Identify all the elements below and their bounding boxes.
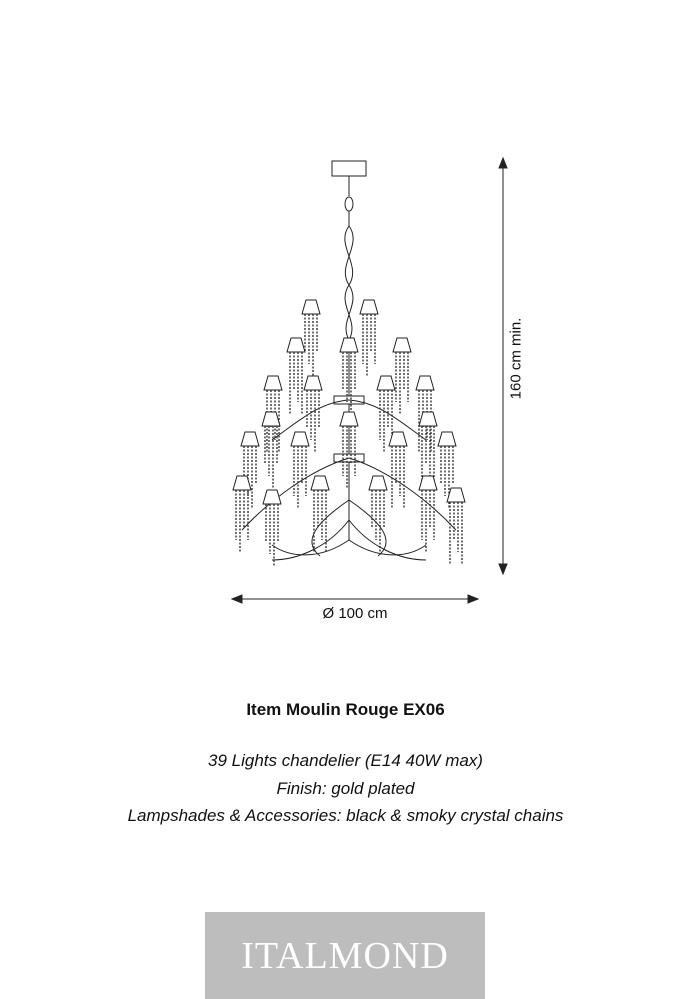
lampshade-icon bbox=[340, 338, 358, 352]
spec-line-finish: Finish: gold plated bbox=[276, 779, 415, 798]
lampshade-icon bbox=[360, 300, 378, 314]
lampshade-icon bbox=[419, 476, 437, 490]
height-label: 160 cm min. bbox=[507, 317, 525, 400]
lampshade-icon bbox=[340, 412, 358, 426]
brand-logo bbox=[205, 912, 485, 999]
lampshade-icon bbox=[377, 376, 395, 390]
height-dimension-line bbox=[499, 158, 507, 574]
lampshade-icon bbox=[241, 432, 259, 446]
spec-line-accessories: Lampshades & Accessories: black & smoky crystal chains bbox=[127, 806, 564, 825]
lampshade-icon bbox=[416, 376, 434, 390]
lampshade-icon bbox=[438, 432, 456, 446]
lampshade-icon bbox=[264, 376, 282, 390]
diameter-dimension-line bbox=[232, 595, 478, 603]
lampshade-icon bbox=[389, 432, 407, 446]
spec-line-lights: 39 Lights chandelier (E14 40W max) bbox=[208, 751, 483, 770]
lampshade-icon bbox=[369, 476, 387, 490]
lampshade-icon bbox=[262, 412, 280, 426]
lampshade-icon bbox=[302, 300, 320, 314]
diameter-label: Ø 100 cm bbox=[322, 605, 388, 622]
lampshade-icon bbox=[419, 412, 437, 426]
lampshade-icon bbox=[304, 376, 322, 390]
lampshade-icon bbox=[311, 476, 329, 490]
lampshade-icon bbox=[393, 338, 411, 352]
product-title: Item Moulin Rouge EX06 bbox=[246, 700, 445, 719]
brand-logo-text: ITALMOND bbox=[241, 934, 449, 977]
lampshade-icon bbox=[263, 490, 281, 504]
lampshade-icon bbox=[291, 432, 309, 446]
lampshade-icon bbox=[447, 488, 465, 502]
lampshade-icon bbox=[287, 338, 305, 352]
